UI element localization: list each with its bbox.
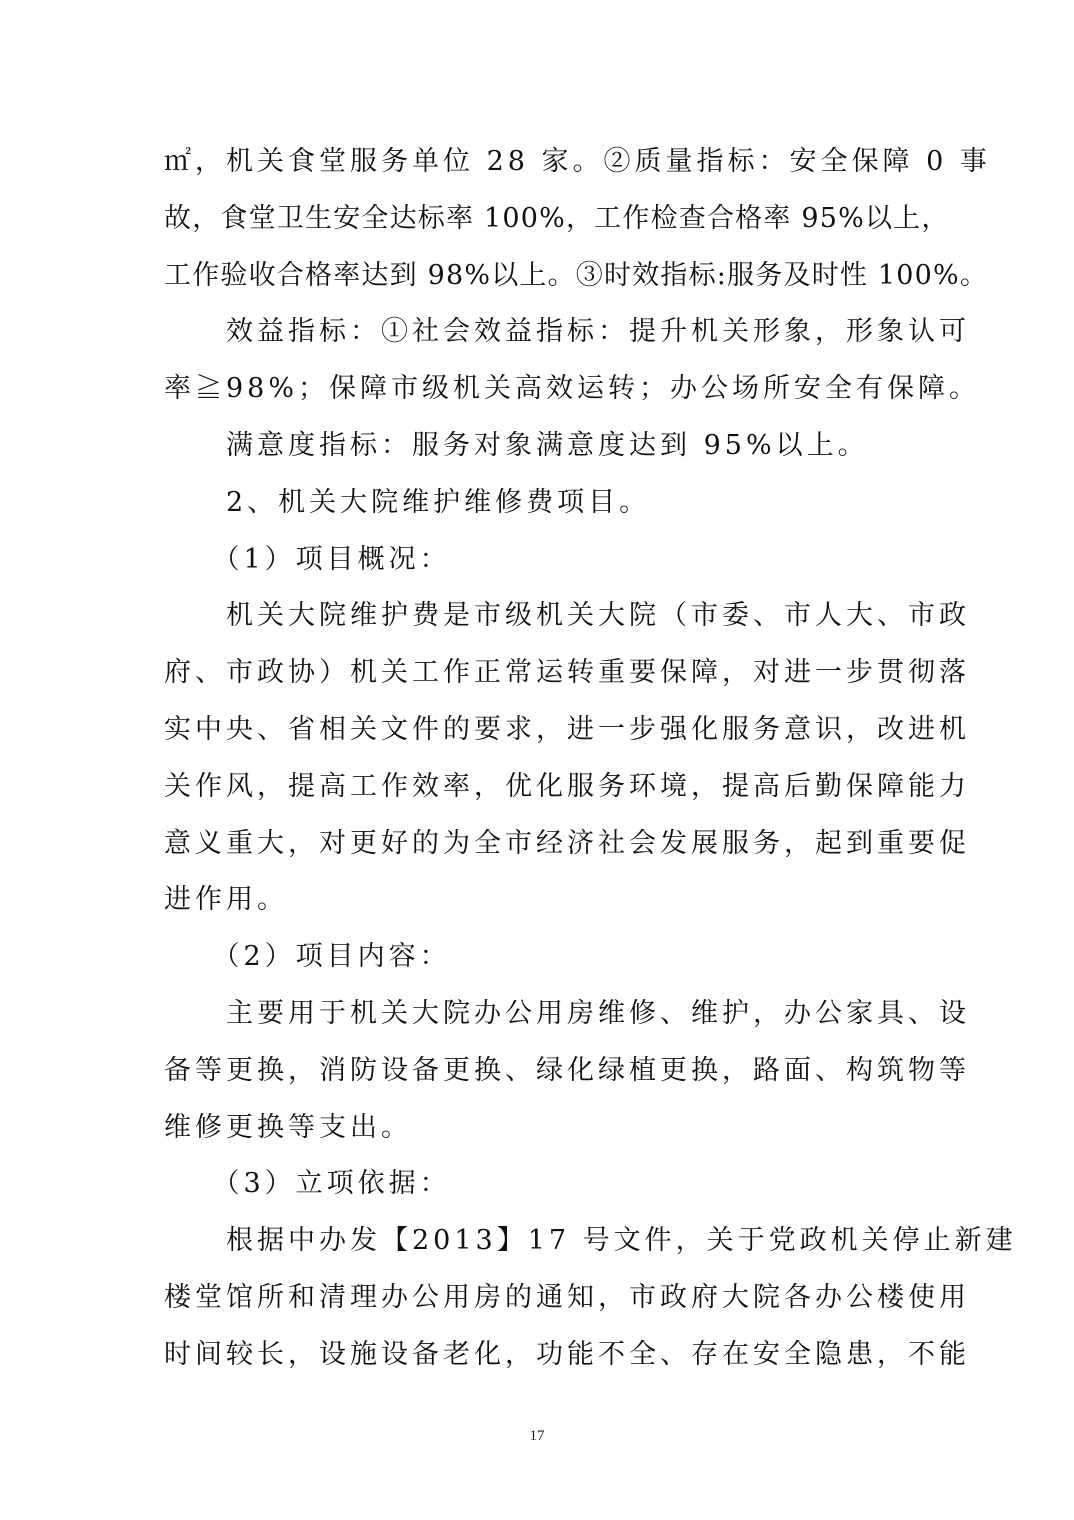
text-line: 实中央、省相关文件的要求，进一步强化服务意识，改进机 (164, 713, 970, 745)
text-line: 机关大院维护费是市级机关大院（市委、市人大、市政 (164, 600, 970, 632)
text-line: 府、市政协）机关工作正常运转重要保障，对进一步贯彻落 (164, 657, 970, 689)
text-line: 工作验收合格率达到 98%以上。③时效指标:服务及时性 100%。 (164, 259, 989, 291)
text-line: 进作用。 (164, 884, 288, 916)
body-text (164, 134, 1017, 1384)
text-line: 主要用于机关大院办公用房维修、维护，办公家具、设 (164, 997, 970, 1029)
text-line: 故，食堂卫生安全达标率 100%，工作检查合格率 95%以上， (164, 202, 950, 234)
text-line: （3）立项依据： (164, 1168, 451, 1200)
text-line: 根据中办发【2013】17 号文件，关于党政机关停止新建 (164, 1225, 1017, 1257)
text-line: 关作风，提高工作效率，优化服务环境，提高后勤保障能力 (164, 770, 970, 802)
text-line: 2、机关大院维护维修费项目。 (164, 486, 651, 518)
text-line: 率≧98%；保障市级机关高效运转；办公场所安全有保障。 (164, 373, 981, 405)
text-line: 备等更换，消防设备更换、绿化绿植更换，路面、构筑物等 (164, 1054, 970, 1086)
text-line: （1）项目概况： (164, 543, 451, 575)
text-line: 意义重大，对更好的为全市经济社会发展服务，起到重要促 (164, 827, 970, 859)
text-line: 满意度指标：服务对象满意度达到 95%以上。 (164, 429, 869, 461)
text-line: ㎡，机关食堂服务单位 28 家。②质量指标：安全保障 0 事 (164, 146, 991, 177)
page-number: 17 (529, 1428, 545, 1444)
text-line: 楼堂馆所和清理办公用房的通知，市政府大院各办公楼使用 (164, 1281, 970, 1313)
text-line: 时间较长，设施设备老化，功能不全、存在安全隐患，不能 (164, 1338, 970, 1370)
text-line: 效益指标：①社会效益指标：提升机关形象，形象认可 (164, 316, 970, 348)
text-line: （2）项目内容： (164, 941, 451, 973)
text-line: 维修更换等支出。 (164, 1111, 412, 1143)
